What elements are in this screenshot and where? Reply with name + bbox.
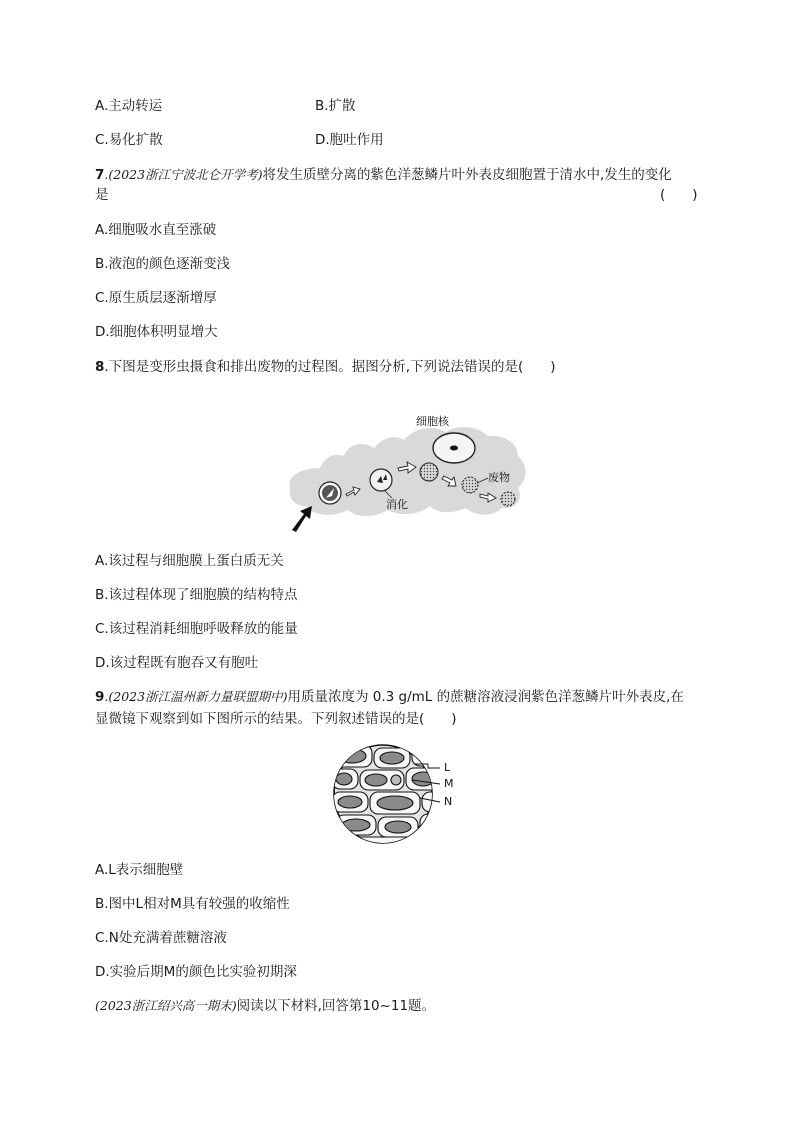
q6-option-d: D.胞吐作用 <box>315 132 384 148</box>
q6-option-c: C.易化扩散 <box>95 132 163 148</box>
q9-stem-line-1 <box>95 688 684 706</box>
material-source: (2023浙江绍兴高一期末) <box>95 998 237 1013</box>
label-l: L <box>444 761 451 774</box>
q6-option-a: A.主动转运 <box>95 98 163 114</box>
q7-answer-paren: ( ) <box>660 187 698 203</box>
q7-stem-end: 是 <box>95 187 109 203</box>
q8-option-d: D.该过程既有胞吞又有胞吐 <box>95 655 259 671</box>
q9-source: .(2023浙江温州新力量联盟期中) <box>104 689 288 704</box>
q7-option-d: D.细胞体积明显增大 <box>95 324 218 340</box>
q9-number: 9 <box>95 689 105 705</box>
q7-stem-line-2 <box>95 186 705 204</box>
food-vacuole-4 <box>462 477 478 493</box>
q7-number: 7 <box>95 167 105 183</box>
q6-options-row-1 <box>95 97 356 115</box>
q7-stem-line-1 <box>95 166 672 184</box>
food-vacuole-3 <box>420 463 438 481</box>
q7-option-a: A.细胞吸水直至涨破 <box>95 222 217 238</box>
q8-stem-text: .下图是变形虫摄食和排出废物的过程图。据图分析,下列说法错误的是( ) <box>104 359 556 375</box>
ingestion-arrow <box>292 506 312 532</box>
q9-option-c: C.N处充满着蔗糖溶液 <box>95 930 227 946</box>
q8-option-c: C.该过程消耗细胞呼吸释放的能量 <box>95 621 298 637</box>
amoeba-figure <box>282 410 532 535</box>
material-intro <box>95 997 435 1015</box>
label-m: M <box>444 777 454 790</box>
q8-number: 8 <box>95 359 105 375</box>
label-n: N <box>444 795 453 808</box>
microscope-figure <box>332 740 472 850</box>
material-text: 阅读以下材料,回答第10~11题。 <box>236 998 436 1014</box>
label-digest: 消化 <box>386 498 408 511</box>
q8-option-b: B.该过程体现了细胞膜的结构特点 <box>95 587 298 603</box>
label-waste: 废物 <box>488 471 510 484</box>
q7-option-c: C.原生质层逐渐增厚 <box>95 290 217 306</box>
q7-option-b: B.液泡的颜色逐渐变浅 <box>95 256 231 272</box>
q9-option-d: D.实验后期M的颜色比实验初期深 <box>95 964 297 980</box>
q7-stem: 将发生质壁分离的紫色洋葱鳞片叶外表皮细胞置于清水中,发生的变化 <box>262 167 672 183</box>
nucleolus <box>450 446 458 451</box>
q9-option-a: A.L表示细胞壁 <box>95 862 184 878</box>
q9-stem-line-2: 显微镜下观察到如下图所示的结果。下列叙述错误的是( ) <box>95 711 457 727</box>
q9-option-b: B.图中L相对M具有较强的收缩性 <box>95 896 290 912</box>
q8-option-a: A.该过程与细胞膜上蛋白质无关 <box>95 553 284 569</box>
label-nucleus: 细胞核 <box>416 415 449 428</box>
q7-source: .(2023浙江宁波北仑开学考) <box>104 167 263 182</box>
q8-stem <box>95 358 556 376</box>
q6-option-b: B.扩散 <box>315 98 356 114</box>
q9-stem: 用质量浓度为 0.3 g/mL 的蔗糖溶液浸润紫色洋葱鳞片叶外表皮,在 <box>287 689 684 705</box>
q6-options-row-2 <box>95 131 384 149</box>
food-vacuole-5 <box>501 492 515 506</box>
